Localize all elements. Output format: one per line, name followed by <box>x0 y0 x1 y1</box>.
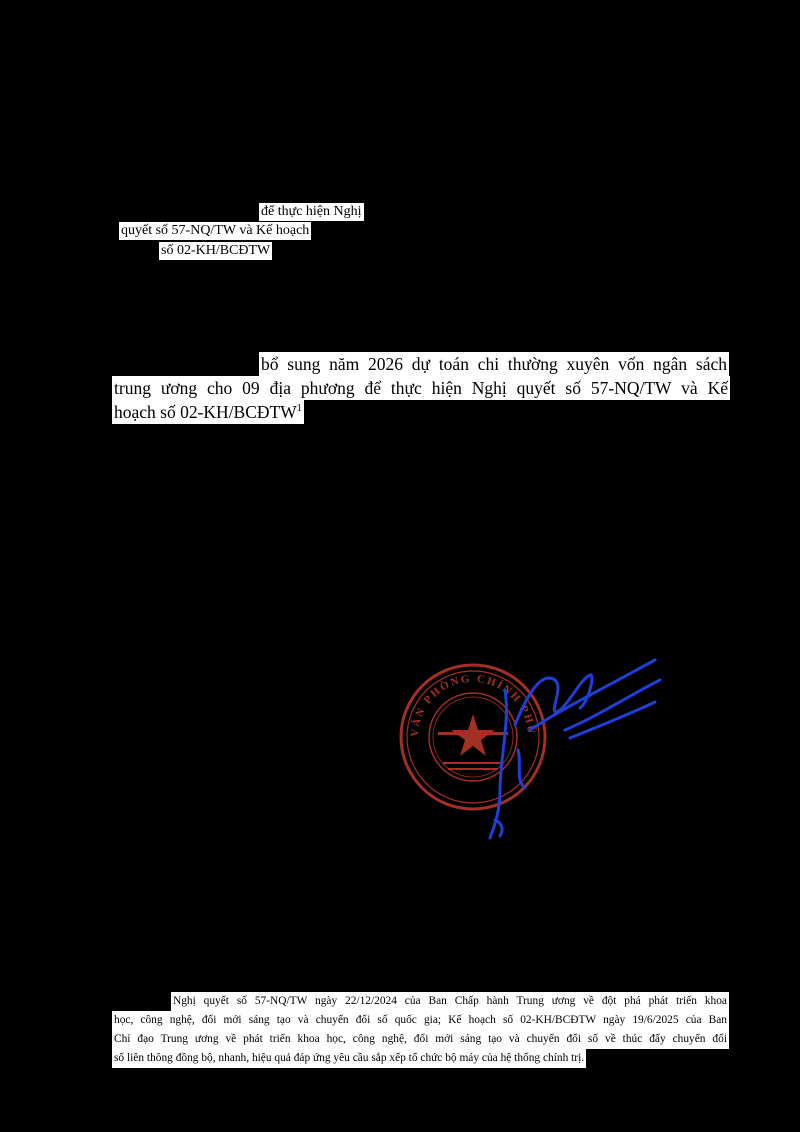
body-line-3 <box>112 400 304 424</box>
body-line-3-text: hoạch số 02-KH/BCĐTW <box>114 402 297 422</box>
signature <box>470 630 670 845</box>
footnote-reference[interactable]: 1 <box>296 403 302 415</box>
body-line-2: trung ương cho 09 địa phương để thực hiện Nghị quyết số 57-NQ/TW và Kế <box>114 378 728 398</box>
header-line-1: để thực hiện Nghị <box>261 204 362 219</box>
header-line-2: quyết số 57-NQ/TW và Kế hoạch <box>121 223 310 238</box>
footnote-line-3: Chỉ đạo Trung ương về phát triển khoa học, công nghệ, đổi mới sáng tạo và chuyển đổi số về thúc đẩy chuyển đổi <box>112 1030 729 1049</box>
footnote-line-4: số liên thông đồng bộ, nhanh, hiệu quả đáp ứng yêu cầu sắp xếp tổ chức bộ máy của hệ thống chính trị. <box>112 1049 586 1068</box>
footnote-line-1: Nghị quyết số 57-NQ/TW ngày 22/12/2024 của Ban Chấp hành Trung ương về đột phá phát triển khoa <box>171 992 729 1011</box>
body-line-1: bổ sung năm 2026 dự toán chi thường xuyên vốn ngân sách <box>261 354 727 374</box>
header-line-3: số 02-KH/BCĐTW <box>161 243 271 258</box>
stamp-text: VĂN PHÒNG CHÍNH PHỦ <box>408 672 538 738</box>
footnote-line-2: học, công nghệ, đổi mới sáng tạo và chuyển đổi số quốc gia; Kế hoạch số 02-KH/BCĐTW ngày 19/6/2025 của Ban <box>112 1011 729 1030</box>
